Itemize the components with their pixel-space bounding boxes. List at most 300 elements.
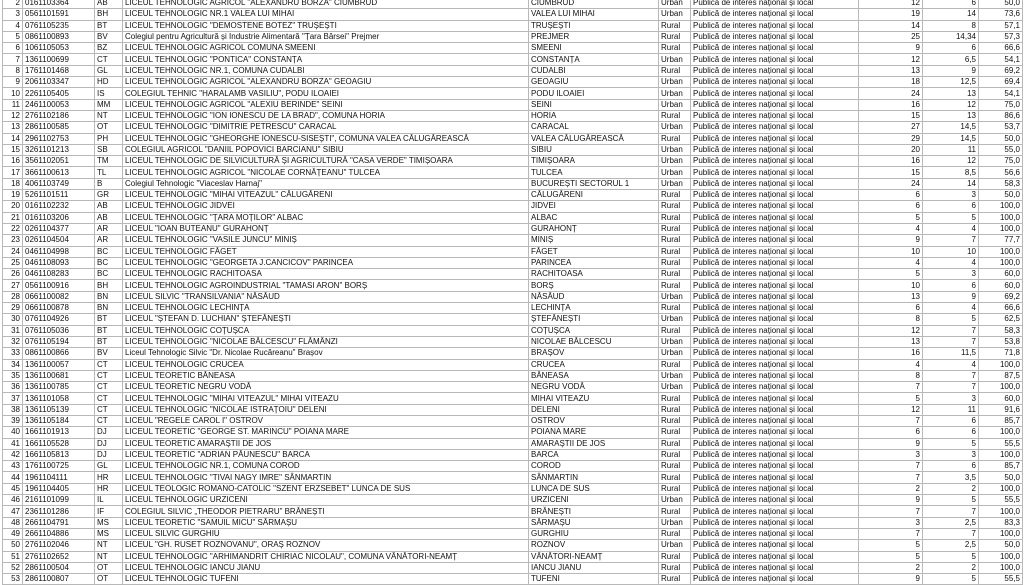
school-code-cell[interactable]: 0761105235 xyxy=(23,20,95,31)
row-number-cell[interactable]: 34 xyxy=(3,359,23,370)
county-code-cell[interactable]: TL xyxy=(95,167,123,178)
row-number-cell[interactable]: 3 xyxy=(3,9,23,20)
ownership-type-cell[interactable]: Publică de interes național și local xyxy=(691,291,859,302)
row-number-cell[interactable]: 13 xyxy=(3,122,23,133)
row-number-cell[interactable]: 33 xyxy=(3,348,23,359)
ownership-type-cell[interactable]: Publică de interes național și local xyxy=(691,280,859,291)
partial-value-cell[interactable]: 7 xyxy=(923,528,979,539)
school-name-cell[interactable]: LICEUL "GH. RUSET ROZNOVANU", ORAȘ ROZNOV xyxy=(123,540,529,551)
county-code-cell[interactable]: IL xyxy=(95,495,123,506)
county-code-cell[interactable]: IF xyxy=(95,506,123,517)
environment-cell[interactable]: Urban xyxy=(659,382,691,393)
locality-cell[interactable]: SÂNMARTIN xyxy=(529,472,659,483)
environment-cell[interactable]: Urban xyxy=(659,144,691,155)
environment-cell[interactable]: Urban xyxy=(659,370,691,381)
locality-cell[interactable]: BRAȘOV xyxy=(529,348,659,359)
row-number-cell[interactable]: 12 xyxy=(3,110,23,121)
percentage-cell[interactable]: 75,0 xyxy=(979,156,1023,167)
environment-cell[interactable]: Rural xyxy=(659,280,691,291)
total-value-cell[interactable]: 4 xyxy=(859,359,923,370)
school-name-cell[interactable]: LICEUL TEHNOLOGIC "TIVAI NAGY IMRE" SÂNMARTIN xyxy=(123,472,529,483)
school-name-cell[interactable]: LICEUL SILVIC "TRANSILVANIA" NĂSĂUD xyxy=(123,291,529,302)
total-value-cell[interactable]: 4 xyxy=(859,223,923,234)
school-code-cell[interactable]: 3561102051 xyxy=(23,156,95,167)
ownership-type-cell[interactable]: Publică de interes național și local xyxy=(691,449,859,460)
partial-value-cell[interactable]: 9 xyxy=(923,65,979,76)
locality-cell[interactable]: MIHAI VITEAZU xyxy=(529,393,659,404)
school-code-cell[interactable]: 5261101511 xyxy=(23,190,95,201)
locality-cell[interactable]: VALEA CĂLUGĂREASCĂ xyxy=(529,133,659,144)
environment-cell[interactable]: Urban xyxy=(659,517,691,528)
percentage-cell[interactable]: 56,6 xyxy=(979,167,1023,178)
ownership-type-cell[interactable]: Publică de interes național și local xyxy=(691,65,859,76)
percentage-cell[interactable]: 100,0 xyxy=(979,528,1023,539)
county-code-cell[interactable]: OT xyxy=(95,122,123,133)
school-name-cell[interactable]: LICEUL TEORETIC "ADRIAN PĂUNESCU" BARCA xyxy=(123,449,529,460)
row-number-cell[interactable]: 16 xyxy=(3,156,23,167)
ownership-type-cell[interactable]: Publică de interes național și local xyxy=(691,9,859,20)
partial-value-cell[interactable]: 3 xyxy=(923,393,979,404)
percentage-cell[interactable]: 100,0 xyxy=(979,246,1023,257)
total-value-cell[interactable]: 7 xyxy=(859,506,923,517)
environment-cell[interactable]: Urban xyxy=(659,348,691,359)
partial-value-cell[interactable]: 12,5 xyxy=(923,77,979,88)
ownership-type-cell[interactable]: Publică de interes național și local xyxy=(691,122,859,133)
environment-cell[interactable]: Urban xyxy=(659,9,691,20)
school-name-cell[interactable]: LICEUL "REGELE CAROL I" OSTROV xyxy=(123,415,529,426)
school-code-cell[interactable]: 1361100681 xyxy=(23,370,95,381)
percentage-cell[interactable]: 66,6 xyxy=(979,303,1023,314)
locality-cell[interactable]: RACHITOASA xyxy=(529,269,659,280)
ownership-type-cell[interactable]: Publică de interes național și local xyxy=(691,167,859,178)
school-code-cell[interactable]: 2261105405 xyxy=(23,88,95,99)
school-name-cell[interactable]: LICEUL TEHNOLOGIC "VASILE JUNCU" MINIȘ xyxy=(123,235,529,246)
school-name-cell[interactable]: LICEUL TEHNOLOGIC "DIMITRIE PETRESCU" CARACAL xyxy=(123,122,529,133)
locality-cell[interactable]: NĂSĂUD xyxy=(529,291,659,302)
school-code-cell[interactable]: 1961104111 xyxy=(23,472,95,483)
locality-cell[interactable]: TULCEA xyxy=(529,167,659,178)
partial-value-cell[interactable]: 11,5 xyxy=(923,348,979,359)
total-value-cell[interactable]: 9 xyxy=(859,43,923,54)
locality-cell[interactable]: GEOAGIU xyxy=(529,77,659,88)
percentage-cell[interactable]: 100,0 xyxy=(979,449,1023,460)
percentage-cell[interactable]: 58,3 xyxy=(979,325,1023,336)
school-code-cell[interactable]: 0461104998 xyxy=(23,246,95,257)
school-code-cell[interactable]: 2061103347 xyxy=(23,77,95,88)
partial-value-cell[interactable]: 5 xyxy=(923,574,979,585)
environment-cell[interactable]: Rural xyxy=(659,461,691,472)
partial-value-cell[interactable]: 2 xyxy=(923,483,979,494)
partial-value-cell[interactable]: 3 xyxy=(923,190,979,201)
school-code-cell[interactable]: 1761100725 xyxy=(23,461,95,472)
ownership-type-cell[interactable]: Publică de interes național și local xyxy=(691,472,859,483)
environment-cell[interactable]: Rural xyxy=(659,257,691,268)
ownership-type-cell[interactable]: Publică de interes național și local xyxy=(691,540,859,551)
school-code-cell[interactable]: 0161103206 xyxy=(23,212,95,223)
county-code-cell[interactable]: AR xyxy=(95,235,123,246)
percentage-cell[interactable]: 54,1 xyxy=(979,54,1023,65)
school-code-cell[interactable]: 2861100807 xyxy=(23,574,95,585)
row-number-cell[interactable]: 39 xyxy=(3,415,23,426)
locality-cell[interactable]: SIBIU xyxy=(529,144,659,155)
locality-cell[interactable]: TIMIȘOARA xyxy=(529,156,659,167)
environment-cell[interactable]: Rural xyxy=(659,506,691,517)
partial-value-cell[interactable]: 5 xyxy=(923,212,979,223)
total-value-cell[interactable]: 13 xyxy=(859,336,923,347)
total-value-cell[interactable]: 9 xyxy=(859,574,923,585)
school-name-cell[interactable]: LICEUL TEHNOLOGIC AGRICOL "ALEXIU BERINDE" SEINI xyxy=(123,99,529,110)
partial-value-cell[interactable]: 13 xyxy=(923,88,979,99)
school-name-cell[interactable]: LICEUL TEHNOLOGIC "GEORGETA J.CANCICOV" PARINCEA xyxy=(123,257,529,268)
locality-cell[interactable]: CONSTANȚA xyxy=(529,54,659,65)
ownership-type-cell[interactable]: Publică de interes național și local xyxy=(691,54,859,65)
locality-cell[interactable]: CUDALBI xyxy=(529,65,659,76)
percentage-cell[interactable]: 69,2 xyxy=(979,65,1023,76)
total-value-cell[interactable]: 14 xyxy=(859,20,923,31)
school-code-cell[interactable]: 2961102753 xyxy=(23,133,95,144)
school-name-cell[interactable]: LICEUL TEHNOLOGIC CRUCEA xyxy=(123,359,529,370)
partial-value-cell[interactable]: 3 xyxy=(923,269,979,280)
locality-cell[interactable]: NICOLAE BĂLCESCU xyxy=(529,336,659,347)
row-number-cell[interactable]: 41 xyxy=(3,438,23,449)
school-name-cell[interactable]: LICEUL TEHNOLOGIC RACHITOASA xyxy=(123,269,529,280)
ownership-type-cell[interactable]: Publică de interes național și local xyxy=(691,415,859,426)
county-code-cell[interactable]: GL xyxy=(95,461,123,472)
row-number-cell[interactable]: 43 xyxy=(3,461,23,472)
locality-cell[interactable]: JIDVEI xyxy=(529,201,659,212)
locality-cell[interactable]: TUFENI xyxy=(529,574,659,585)
row-number-cell[interactable]: 35 xyxy=(3,370,23,381)
ownership-type-cell[interactable]: Publică de interes național și local xyxy=(691,223,859,234)
ownership-type-cell[interactable]: Publică de interes național și local xyxy=(691,325,859,336)
county-code-cell[interactable]: BV xyxy=(95,31,123,42)
ownership-type-cell[interactable]: Publică de interes național și local xyxy=(691,528,859,539)
percentage-cell[interactable]: 66,6 xyxy=(979,43,1023,54)
percentage-cell[interactable]: 60,0 xyxy=(979,393,1023,404)
row-number-cell[interactable]: 42 xyxy=(3,449,23,460)
school-name-cell[interactable]: LICEUL TEHNOLOGIC NR.1, COMUNA CUDALBI xyxy=(123,65,529,76)
total-value-cell[interactable]: 12 xyxy=(859,404,923,415)
partial-value-cell[interactable]: 7 xyxy=(923,325,979,336)
row-number-cell[interactable]: 24 xyxy=(3,246,23,257)
county-code-cell[interactable]: AB xyxy=(95,0,123,9)
partial-value-cell[interactable]: 4 xyxy=(923,223,979,234)
locality-cell[interactable]: ROZNOV xyxy=(529,540,659,551)
school-name-cell[interactable]: LICEUL TEHNOLOGIC AGRICOL "NICOLAE CORNĂȚEANU" TULCEA xyxy=(123,167,529,178)
ownership-type-cell[interactable]: Publică de interes național și local xyxy=(691,77,859,88)
school-code-cell[interactable]: 1961104405 xyxy=(23,483,95,494)
locality-cell[interactable]: AMARAȘTII DE JOS xyxy=(529,438,659,449)
percentage-cell[interactable]: 53,7 xyxy=(979,122,1023,133)
partial-value-cell[interactable]: 10 xyxy=(923,246,979,257)
county-code-cell[interactable]: NT xyxy=(95,540,123,551)
school-name-cell[interactable]: LICEUL TEORETIC "GEORGE ST. MARINCU" POIANA MARE xyxy=(123,427,529,438)
total-value-cell[interactable]: 25 xyxy=(859,31,923,42)
percentage-cell[interactable]: 60,0 xyxy=(979,269,1023,280)
partial-value-cell[interactable]: 5 xyxy=(923,495,979,506)
school-name-cell[interactable]: LICEUL "IOAN BUTEANU" GURAHONȚ xyxy=(123,223,529,234)
total-value-cell[interactable]: 9 xyxy=(859,495,923,506)
row-number-cell[interactable]: 30 xyxy=(3,314,23,325)
percentage-cell[interactable]: 69,4 xyxy=(979,77,1023,88)
row-number-cell[interactable]: 2 xyxy=(3,0,23,9)
locality-cell[interactable]: COȚUȘCA xyxy=(529,325,659,336)
ownership-type-cell[interactable]: Publică de interes național și local xyxy=(691,99,859,110)
percentage-cell[interactable]: 85,7 xyxy=(979,415,1023,426)
percentage-cell[interactable]: 77,7 xyxy=(979,235,1023,246)
school-code-cell[interactable]: 1361100057 xyxy=(23,359,95,370)
school-name-cell[interactable]: LICEUL TEHNOLOGIC "ARHIMANDRIT CHIRIAC NICOLAU", COMUNA VÂNĂTORI-NEAMȚ xyxy=(123,551,529,562)
school-name-cell[interactable]: LICEUL TEORETIC BĂNEASA xyxy=(123,370,529,381)
locality-cell[interactable]: FĂGET xyxy=(529,246,659,257)
school-name-cell[interactable]: LICEUL TEHNOLOGIC NR.1, COMUNA COROD xyxy=(123,461,529,472)
ownership-type-cell[interactable]: Publică de interes național și local xyxy=(691,314,859,325)
total-value-cell[interactable]: 16 xyxy=(859,348,923,359)
school-code-cell[interactable]: 2761102652 xyxy=(23,551,95,562)
school-code-cell[interactable]: 2861100585 xyxy=(23,122,95,133)
percentage-cell[interactable]: 69,2 xyxy=(979,291,1023,302)
environment-cell[interactable]: Urban xyxy=(659,495,691,506)
environment-cell[interactable]: Rural xyxy=(659,31,691,42)
environment-cell[interactable]: Rural xyxy=(659,415,691,426)
locality-cell[interactable]: CĂLUGĂRENI xyxy=(529,190,659,201)
total-value-cell[interactable]: 6 xyxy=(859,201,923,212)
school-name-cell[interactable]: LICEUL "ȘTEFAN D. LUCHIAN" ȘTEFĂNEȘTI xyxy=(123,314,529,325)
environment-cell[interactable]: Urban xyxy=(659,77,691,88)
percentage-cell[interactable]: 50,0 xyxy=(979,540,1023,551)
school-code-cell[interactable]: 0261104377 xyxy=(23,223,95,234)
locality-cell[interactable]: PODU ILOAIEI xyxy=(529,88,659,99)
total-value-cell[interactable]: 27 xyxy=(859,122,923,133)
row-number-cell[interactable]: 15 xyxy=(3,144,23,155)
locality-cell[interactable]: CIUMBRUD xyxy=(529,0,659,9)
percentage-cell[interactable]: 50,0 xyxy=(979,472,1023,483)
locality-cell[interactable]: MINIȘ xyxy=(529,235,659,246)
partial-value-cell[interactable]: 7 xyxy=(923,506,979,517)
total-value-cell[interactable]: 2 xyxy=(859,483,923,494)
school-code-cell[interactable]: 1061105053 xyxy=(23,43,95,54)
row-number-cell[interactable]: 18 xyxy=(3,178,23,189)
total-value-cell[interactable]: 5 xyxy=(859,269,923,280)
row-number-cell[interactable]: 38 xyxy=(3,404,23,415)
total-value-cell[interactable]: 8 xyxy=(859,314,923,325)
percentage-cell[interactable]: 50,0 xyxy=(979,0,1023,9)
percentage-cell[interactable]: 50,0 xyxy=(979,190,1023,201)
total-value-cell[interactable]: 12 xyxy=(859,325,923,336)
partial-value-cell[interactable]: 3 xyxy=(923,449,979,460)
county-code-cell[interactable]: CT xyxy=(95,54,123,65)
locality-cell[interactable]: LECHINȚA xyxy=(529,303,659,314)
school-code-cell[interactable]: 1661105813 xyxy=(23,449,95,460)
percentage-cell[interactable]: 57,1 xyxy=(979,20,1023,31)
row-number-cell[interactable]: 51 xyxy=(3,551,23,562)
county-code-cell[interactable]: MM xyxy=(95,99,123,110)
total-value-cell[interactable]: 9 xyxy=(859,438,923,449)
row-number-cell[interactable]: 27 xyxy=(3,280,23,291)
total-value-cell[interactable]: 5 xyxy=(859,393,923,404)
total-value-cell[interactable]: 20 xyxy=(859,144,923,155)
ownership-type-cell[interactable]: Publică de interes național și local xyxy=(691,178,859,189)
school-code-cell[interactable]: 1761101468 xyxy=(23,65,95,76)
county-code-cell[interactable]: BC xyxy=(95,246,123,257)
county-code-cell[interactable]: BH xyxy=(95,280,123,291)
school-name-cell[interactable]: LICEUL TEHNOLOGIC IANCU JIANU xyxy=(123,562,529,573)
percentage-cell[interactable]: 100,0 xyxy=(979,212,1023,223)
percentage-cell[interactable]: 86,6 xyxy=(979,110,1023,121)
row-number-cell[interactable]: 52 xyxy=(3,562,23,573)
school-code-cell[interactable]: 2161101099 xyxy=(23,495,95,506)
partial-value-cell[interactable]: 7 xyxy=(923,382,979,393)
total-value-cell[interactable]: 13 xyxy=(859,65,923,76)
county-code-cell[interactable]: BC xyxy=(95,269,123,280)
ownership-type-cell[interactable]: Publică de interes național și local xyxy=(691,133,859,144)
school-name-cell[interactable]: LICEUL TEHNOLOGIC AGRICOL "ALEXANDRU BORZA" CIUMBRUD xyxy=(123,0,529,9)
county-code-cell[interactable]: AB xyxy=(95,201,123,212)
environment-cell[interactable]: Rural xyxy=(659,438,691,449)
percentage-cell[interactable]: 54,1 xyxy=(979,88,1023,99)
school-code-cell[interactable]: 0561100916 xyxy=(23,280,95,291)
environment-cell[interactable]: Urban xyxy=(659,122,691,133)
partial-value-cell[interactable]: 14 xyxy=(923,9,979,20)
partial-value-cell[interactable]: 12 xyxy=(923,156,979,167)
school-code-cell[interactable]: 1661101913 xyxy=(23,427,95,438)
county-code-cell[interactable]: BH xyxy=(95,9,123,20)
county-code-cell[interactable]: BZ xyxy=(95,43,123,54)
ownership-type-cell[interactable]: Publică de interes național și local xyxy=(691,31,859,42)
locality-cell[interactable]: HORIA xyxy=(529,110,659,121)
environment-cell[interactable]: Rural xyxy=(659,562,691,573)
locality-cell[interactable]: COROD xyxy=(529,461,659,472)
percentage-cell[interactable]: 85,7 xyxy=(979,461,1023,472)
county-code-cell[interactable]: MS xyxy=(95,528,123,539)
environment-cell[interactable]: Rural xyxy=(659,393,691,404)
row-number-cell[interactable]: 22 xyxy=(3,223,23,234)
county-code-cell[interactable]: SB xyxy=(95,144,123,155)
partial-value-cell[interactable]: 3,5 xyxy=(923,472,979,483)
locality-cell[interactable]: PREJMER xyxy=(529,31,659,42)
partial-value-cell[interactable]: 8,5 xyxy=(923,167,979,178)
row-number-cell[interactable]: 14 xyxy=(3,133,23,144)
ownership-type-cell[interactable]: Publică de interes național și local xyxy=(691,212,859,223)
school-name-cell[interactable]: LICEUL TEHNOLOGIC "MIHAI VITEAZUL" MIHAI VITEAZU xyxy=(123,393,529,404)
total-value-cell[interactable]: 5 xyxy=(859,540,923,551)
row-number-cell[interactable]: 40 xyxy=(3,427,23,438)
environment-cell[interactable]: Urban xyxy=(659,99,691,110)
school-name-cell[interactable]: LICEUL TEHNOLOGIC "DEMOSTENE BOTEZ" TRUȘEȘTI xyxy=(123,20,529,31)
school-name-cell[interactable]: LICEUL TEHNOLOGIC AGROINDUSTRIAL "TAMASI ARON" BORȘ xyxy=(123,280,529,291)
school-name-cell[interactable]: LICEUL TEHNOLOGIC "ION IONESCU DE LA BRAD", COMUNA HORIA xyxy=(123,110,529,121)
environment-cell[interactable]: Urban xyxy=(659,0,691,9)
locality-cell[interactable]: DELENI xyxy=(529,404,659,415)
total-value-cell[interactable]: 7 xyxy=(859,461,923,472)
total-value-cell[interactable]: 24 xyxy=(859,88,923,99)
percentage-cell[interactable]: 100,0 xyxy=(979,382,1023,393)
row-number-cell[interactable]: 46 xyxy=(3,495,23,506)
percentage-cell[interactable]: 100,0 xyxy=(979,359,1023,370)
partial-value-cell[interactable]: 8 xyxy=(923,20,979,31)
row-number-cell[interactable]: 36 xyxy=(3,382,23,393)
ownership-type-cell[interactable]: Publică de interes național și local xyxy=(691,370,859,381)
school-name-cell[interactable]: LICEUL TEHNOLOGIC "MIHAI VITEAZUL" CĂLUGĂRENI xyxy=(123,190,529,201)
row-number-cell[interactable]: 11 xyxy=(3,99,23,110)
school-name-cell[interactable]: LICEUL TEHNOLOGIC COȚUȘCA xyxy=(123,325,529,336)
total-value-cell[interactable]: 6 xyxy=(859,427,923,438)
locality-cell[interactable]: OSTROV xyxy=(529,415,659,426)
percentage-cell[interactable]: 62,5 xyxy=(979,314,1023,325)
county-code-cell[interactable]: NT xyxy=(95,551,123,562)
percentage-cell[interactable]: 100,0 xyxy=(979,551,1023,562)
county-code-cell[interactable]: BV xyxy=(95,348,123,359)
environment-cell[interactable]: Urban xyxy=(659,540,691,551)
environment-cell[interactable]: Rural xyxy=(659,359,691,370)
county-code-cell[interactable]: BN xyxy=(95,291,123,302)
school-code-cell[interactable]: 0861100866 xyxy=(23,348,95,359)
total-value-cell[interactable]: 19 xyxy=(859,9,923,20)
locality-cell[interactable]: BUCUREȘTI SECTORUL 1 xyxy=(529,178,659,189)
ownership-type-cell[interactable]: Publică de interes național și local xyxy=(691,246,859,257)
row-number-cell[interactable]: 44 xyxy=(3,472,23,483)
county-code-cell[interactable]: AB xyxy=(95,212,123,223)
row-number-cell[interactable]: 23 xyxy=(3,235,23,246)
ownership-type-cell[interactable]: Publică de interes național și local xyxy=(691,88,859,99)
total-value-cell[interactable]: 6 xyxy=(859,190,923,201)
partial-value-cell[interactable]: 4 xyxy=(923,303,979,314)
school-name-cell[interactable]: LICEUL TEHNOLOGIC URZICENI xyxy=(123,495,529,506)
row-number-cell[interactable]: 28 xyxy=(3,291,23,302)
locality-cell[interactable]: POIANA MARE xyxy=(529,427,659,438)
ownership-type-cell[interactable]: Publică de interes național și local xyxy=(691,156,859,167)
school-code-cell[interactable]: 2861100504 xyxy=(23,562,95,573)
school-name-cell[interactable]: LICEUL TEORETIC AMARAȘTII DE JOS xyxy=(123,438,529,449)
environment-cell[interactable]: Rural xyxy=(659,551,691,562)
environment-cell[interactable]: Rural xyxy=(659,303,691,314)
row-number-cell[interactable]: 45 xyxy=(3,483,23,494)
school-code-cell[interactable]: 3661100613 xyxy=(23,167,95,178)
total-value-cell[interactable]: 29 xyxy=(859,133,923,144)
locality-cell[interactable]: VÂNĂTORI-NEAMȚ xyxy=(529,551,659,562)
total-value-cell[interactable]: 15 xyxy=(859,110,923,121)
school-code-cell[interactable]: 2761102186 xyxy=(23,110,95,121)
county-code-cell[interactable]: BT xyxy=(95,336,123,347)
partial-value-cell[interactable]: 7 xyxy=(923,235,979,246)
county-code-cell[interactable]: IS xyxy=(95,88,123,99)
school-name-cell[interactable]: COLEGIUL TEHNIC "HARALAMB VASILIU", PODU ILOAIEI xyxy=(123,88,529,99)
environment-cell[interactable]: Rural xyxy=(659,269,691,280)
county-code-cell[interactable]: GL xyxy=(95,65,123,76)
school-code-cell[interactable]: 0761105036 xyxy=(23,325,95,336)
ownership-type-cell[interactable]: Publică de interes național și local xyxy=(691,562,859,573)
ownership-type-cell[interactable]: Publică de interes național și local xyxy=(691,201,859,212)
school-code-cell[interactable]: 0461108093 xyxy=(23,257,95,268)
row-number-cell[interactable]: 50 xyxy=(3,540,23,551)
county-code-cell[interactable]: CT xyxy=(95,393,123,404)
ownership-type-cell[interactable]: Publică de interes național și local xyxy=(691,190,859,201)
county-code-cell[interactable]: HR xyxy=(95,483,123,494)
percentage-cell[interactable]: 91,6 xyxy=(979,404,1023,415)
partial-value-cell[interactable]: 4 xyxy=(923,359,979,370)
environment-cell[interactable]: Urban xyxy=(659,54,691,65)
county-code-cell[interactable]: NT xyxy=(95,110,123,121)
ownership-type-cell[interactable]: Publică de interes național și local xyxy=(691,393,859,404)
total-value-cell[interactable]: 16 xyxy=(859,156,923,167)
school-code-cell[interactable]: 0461108283 xyxy=(23,269,95,280)
school-name-cell[interactable]: LICEUL SILVIC GURGHIU xyxy=(123,528,529,539)
ownership-type-cell[interactable]: Publică de interes național și local xyxy=(691,427,859,438)
row-number-cell[interactable]: 20 xyxy=(3,201,23,212)
locality-cell[interactable]: IANCU JIANU xyxy=(529,562,659,573)
environment-cell[interactable]: Rural xyxy=(659,223,691,234)
ownership-type-cell[interactable]: Publică de interes național și local xyxy=(691,0,859,9)
